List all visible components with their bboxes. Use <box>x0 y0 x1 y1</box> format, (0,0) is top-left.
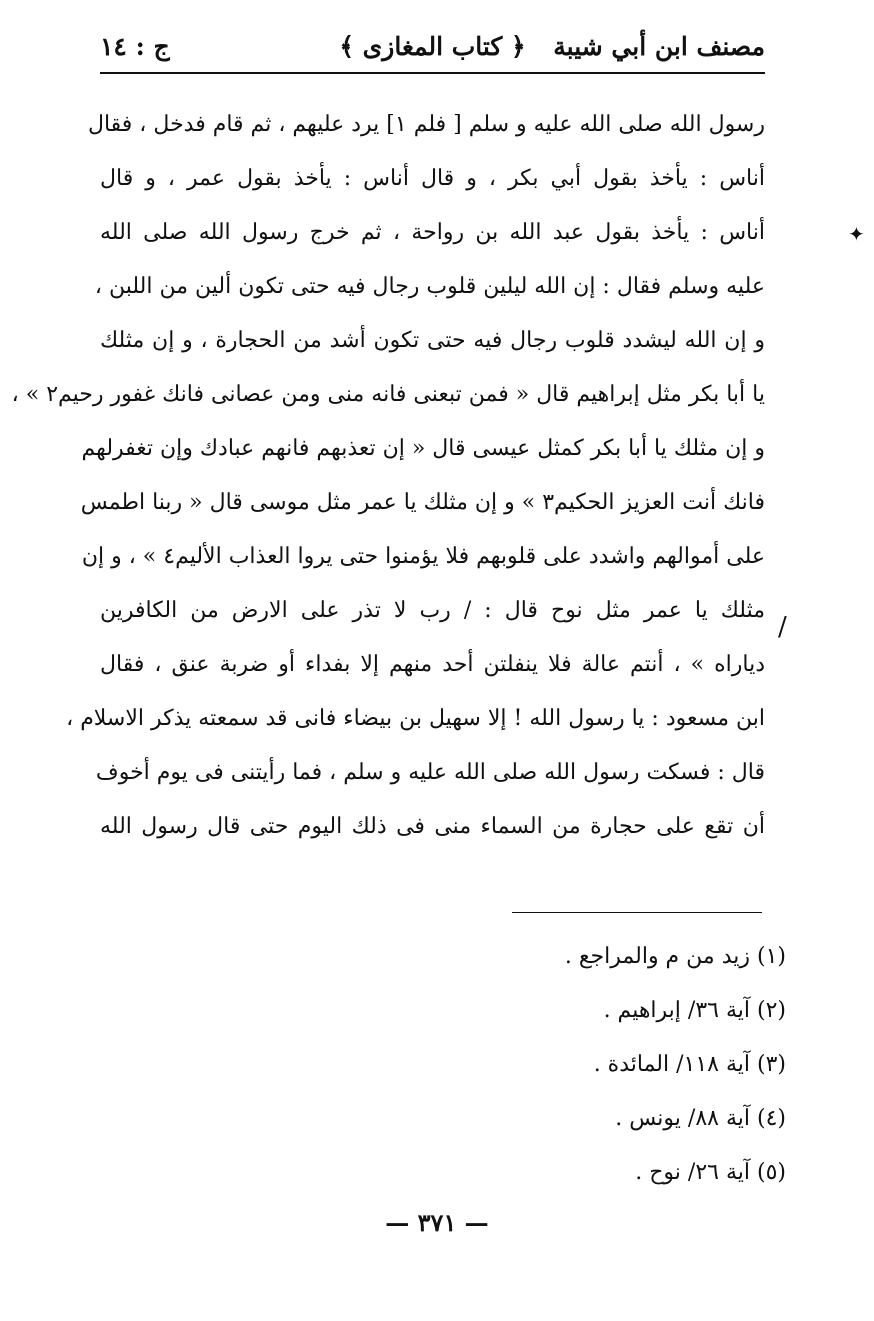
running-header <box>100 28 765 72</box>
chapter-title: ﴿ كتاب المغازى ﴾ <box>339 32 526 61</box>
text-line: على أموالهم واشدد على قلوبهم فلا يؤمنوا حتى يروا العذاب الأليم٤ » ، و إن <box>81 544 765 569</box>
footnote-item: (١) زيد من م والمراجع . <box>564 944 786 969</box>
margin-page-marker: / <box>778 612 787 642</box>
footnote-item: (٥) آية ٢٦/ نوح . <box>635 1160 786 1185</box>
text-line: رسول الله صلى الله عليه و سلم [ فلم ١] يرد عليهم ، ثم قام فدخل ، فقال <box>87 112 765 137</box>
footnote-item: (٣) آية ١١٨/ المائدة . <box>593 1052 786 1077</box>
page-number: — ٣٧١ — <box>385 1208 489 1237</box>
book-title: مصنف ابن أبي شيبة <box>553 32 765 61</box>
footnote-divider <box>512 912 762 913</box>
text-line: و إن مثلك يا أبا بكر كمثل عيسى قال « إن تعذبهم فانهم عبادك وإن تغفرلهم <box>81 436 765 461</box>
text-line: و إن الله ليشدد قلوب رجال فيه حتى تكون أشد من الحجارة ، و إن مثلك <box>100 328 765 353</box>
text-line: عليه وسلم فقال : إن الله ليلين قلوب رجال فيه حتى تكون ألين من اللبن ، <box>94 274 765 299</box>
text-line: دياراه » ، أنتم عالة فلا ينفلتن أحد منهم إلا بفداء أو ضربة عنق ، فقال <box>100 652 765 677</box>
main-text <box>11 98 765 854</box>
header-divider <box>100 72 765 74</box>
footnotes <box>386 930 786 1200</box>
text-line: ابن مسعود : يا رسول الله ! إلا سهيل بن بيضاء فانى قد سمعته يذكر الاسلام ، <box>66 706 765 731</box>
text-line: أناس : يأخذ بقول أبي بكر ، و قال أناس : يأخذ بقول عمر ، و قال <box>100 166 765 191</box>
text-line: أن تقع على حجارة من السماء منى فى ذلك اليوم حتى قال رسول الله <box>100 814 765 839</box>
footnote-item: (٤) آية ٨٨/ يونس . <box>615 1106 786 1131</box>
text-line: يا أبا بكر مثل إبراهيم قال « فمن تبعنى فانه منى ومن عصانى فانك غفور رحيم٢ » ، <box>11 382 765 407</box>
volume-number: ج : ١٤ <box>100 32 170 61</box>
footnote-item: (٢) آية ٣٦/ إبراهيم . <box>603 998 786 1023</box>
text-line: مثلك يا عمر مثل نوح قال : / رب لا تذر على الارض من الكافرين <box>100 598 765 623</box>
text-line: قال : فسكت رسول الله صلى الله عليه و سلم ، فما رأيتنى فى يوم أخوف <box>95 760 765 785</box>
text-line: أناس : يأخذ بقول عبد الله بن رواحة ، ثم خرج رسول الله صلى الله <box>100 220 765 245</box>
text-line: فانك أنت العزيز الحكيم٣ » و إن مثلك يا عمر مثل موسى قال « ربنا اطمس <box>80 490 765 515</box>
margin-asterisk-icon: ✦ <box>848 222 865 246</box>
